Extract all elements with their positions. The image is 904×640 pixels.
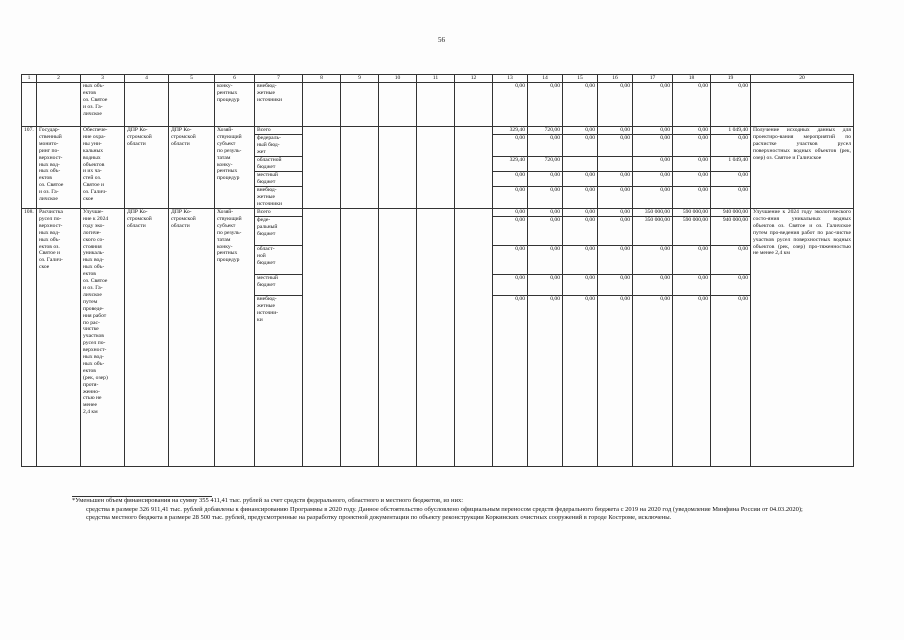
value-cell: 0,00 xyxy=(633,135,672,157)
value-cell: 0,00 xyxy=(673,83,711,127)
value-cell: 0,00 xyxy=(598,209,632,217)
column-number: 8 xyxy=(303,75,341,83)
column-number: 14 xyxy=(528,75,563,83)
responsible-cell: ДПР Ко- стромской области xyxy=(125,209,169,467)
program-table xyxy=(21,74,854,467)
value-cell: 0,00 xyxy=(598,275,632,296)
table-row-107 xyxy=(22,127,854,209)
value-cell: 720,00 xyxy=(528,157,562,172)
value-cell: 0,00 xyxy=(515,187,525,193)
source-federal: феде- ральный бюджет xyxy=(255,217,302,246)
column-number: 20 xyxy=(751,75,854,83)
column-number: 2 xyxy=(37,75,81,83)
value-cell: 350 000,00 xyxy=(633,209,672,217)
value-cell: 0,00 xyxy=(620,187,630,193)
value-cell: 0,00 xyxy=(528,135,562,157)
value-cell: 0,00 xyxy=(598,127,632,135)
column-number: 5 xyxy=(169,75,215,83)
column-number: 13 xyxy=(493,75,528,83)
value-cell: 329,40 xyxy=(493,127,527,135)
footnote-paragraph: средства в размере 326 911,41 тыс. рублей добавлены к финансированию Программы в 2020 году. Данное обстоятельство обусловлено официальным переносом средств федерального бюджета с 2019 на 2020 год (уведомление Минфина России от 04.03.2020); xyxy=(86,505,803,513)
value-cell: 0,00 xyxy=(633,172,672,187)
value-cell: 0,00 xyxy=(528,217,562,246)
source-total: Всего xyxy=(255,209,302,217)
value-cell: 0,00 xyxy=(633,275,672,296)
value-cell: 0,00 xyxy=(738,296,748,302)
column-number: 15 xyxy=(563,75,598,83)
expected-result-cell: Получение исходных данных для проектиро-вания мероприятий по расчистке участков русел поверхностных водных объектов (рек, озер) оз. Святое и Галичское xyxy=(751,127,854,209)
column-number: 12 xyxy=(455,75,493,83)
value-cell: 0,00 xyxy=(660,296,670,302)
value-cell: 0,00 xyxy=(563,83,598,127)
source-total: Всего xyxy=(255,127,302,135)
value-cell: 0,00 xyxy=(563,135,597,157)
value-cell: 0,00 xyxy=(563,275,597,296)
column-number: 9 xyxy=(341,75,379,83)
table-row-108 xyxy=(22,209,854,467)
value-cell: 0,00 xyxy=(528,209,562,217)
source-local: местный бюджет xyxy=(255,275,302,296)
value-cell: 0,00 xyxy=(633,246,672,275)
value-cell: 0,00 xyxy=(493,246,527,275)
column-number: 3 xyxy=(81,75,125,83)
executor-cell: Хозяй- ствующий субъект по резуль- татам конку- рентных процедур xyxy=(215,127,255,209)
value-cell: 590 000,00 xyxy=(673,217,710,246)
value-cell: 0,00 xyxy=(633,127,672,135)
row-number: 108. xyxy=(22,209,37,467)
value-cell: 1 049,40 xyxy=(711,157,750,172)
expected-result-cell: Улучшение к 2024 году экологического состо-яния уникальных водных объектов оз. Святое и оз. Галичское путем про-ведения работ по рас-чистке участков русел поверхностных водных объектов (рек, озер) про-тяженностью не менее 2,4 км xyxy=(751,209,854,467)
column-number: 1 xyxy=(22,75,37,83)
source-extrabudget: внебюд- жетные источники xyxy=(257,187,283,207)
task-cell: ных объ- ектов оз. Святое и оз. Га- личское xyxy=(81,83,125,127)
value-cell: 0,00 xyxy=(598,83,633,127)
event-name-cell: Государ- ственный монито- ринг по- верхност- ных вод- ных объ- ектов оз. Святое и оз. Га- личское xyxy=(37,127,81,209)
value-cell: 0,00 xyxy=(633,83,673,127)
value-cell: 720,00 xyxy=(528,127,562,135)
source-regional: областной бюджет xyxy=(255,157,302,172)
footnote-paragraph: средства местного бюджета в размере 28 500 тыс. рублей, предусмотренные на разработку проектной документации по объекту реконструкции Коркинских очистных сооружений в городе Костроме, исключены. xyxy=(86,514,672,522)
value-cell: 0,00 xyxy=(563,246,597,275)
value-cell xyxy=(563,157,597,172)
column-number: 19 xyxy=(711,75,751,83)
value-cell: 0,00 xyxy=(493,172,527,187)
funding-sources xyxy=(255,127,303,209)
value-cell: 0,00 xyxy=(585,187,595,193)
value-cell: 0,00 xyxy=(698,187,708,193)
task-cell: Обеспече- ние охра- ны уни- кальных водных объектов и их ча- стей оз. Святое и оз. Галич- ское xyxy=(81,127,125,209)
source-local: местный бюджет xyxy=(255,172,302,187)
task-cell: Улучше- ние к 2024 году эко- логиче- ского со- стояния уникаль- ных вод- ных объ- ектов оз. Святое и оз. Га- личское путем проведе- ния работ по рас- чистке участков русел по- верхност- ных вод- ных объ- ектов (рек, озер) протя- женно- стью не менее 2,4 км xyxy=(81,209,125,467)
value-cell: 0,00 xyxy=(493,135,527,157)
value-cell: 0,00 xyxy=(563,217,597,246)
source-federal: федераль- ный бюд- жет xyxy=(255,135,302,157)
value-cell: 0,00 xyxy=(711,172,750,187)
value-cell: 0,00 xyxy=(563,127,597,135)
value-cell: 0,00 xyxy=(711,246,750,275)
column-number: 11 xyxy=(417,75,455,83)
column-number: 18 xyxy=(673,75,711,83)
value-cell: 0,00 xyxy=(563,172,597,187)
value-cell: 0,00 xyxy=(585,296,595,302)
value-cell: 0,00 xyxy=(673,127,710,135)
column-number: 4 xyxy=(125,75,169,83)
funding-sources xyxy=(255,209,303,467)
value-cell: 0,00 xyxy=(673,246,710,275)
value-cell: 0,00 xyxy=(493,209,527,217)
value-cell: 0,00 xyxy=(698,296,708,302)
value-cell: 1 049,40 xyxy=(711,127,750,135)
value-cell: 0,00 xyxy=(598,246,632,275)
row-number: 107. xyxy=(22,127,37,209)
column-number: 10 xyxy=(379,75,417,83)
table-row-continuation xyxy=(22,83,854,127)
value-cell: 0,00 xyxy=(598,172,632,187)
value-cell: 0,00 xyxy=(673,135,710,157)
footnote xyxy=(24,496,834,523)
value-cell: 940 000,00 xyxy=(711,217,750,246)
value-cell: 0,00 xyxy=(711,275,750,296)
executor-cell: Хозяй- ствующий субъект по резуль- татам конку- рентных процедур xyxy=(215,209,255,467)
event-name-cell: Расчистка русел по- верхност- ных вод- ных объ- ектов оз. Святое и оз. Галич- ское xyxy=(37,209,81,467)
value-cell: 0,00 xyxy=(528,172,562,187)
value-cell: 940 000,00 xyxy=(711,209,750,217)
value-cell: 0,00 xyxy=(493,275,527,296)
column-number: 16 xyxy=(598,75,633,83)
source-regional: област- ной бюджет xyxy=(255,246,302,275)
responsible-cell: ДПР Ко- стромской области xyxy=(125,127,169,209)
source-extrabudget: внебюд- жетные источни- ки xyxy=(257,296,279,323)
value-cell: 0,00 xyxy=(493,83,528,127)
value-cell: 350 000,00 xyxy=(633,217,672,246)
footnote-paragraph: *Уменьшен объем финансирования на сумму 355 411,41 тыс. рублей за счет средств федерального, областного и местного бюджетов, из них: xyxy=(72,497,464,504)
value-cell: 0,00 xyxy=(673,275,710,296)
page-number: 56 xyxy=(438,36,445,44)
value-cell: 0,00 xyxy=(550,187,560,193)
column-number: 7 xyxy=(255,75,303,83)
value-cell: 0,00 xyxy=(598,135,632,157)
value-cell: 590 000,00 xyxy=(673,209,710,217)
value-cell: 0,00 xyxy=(673,157,710,172)
value-cell: 0,00 xyxy=(738,187,748,193)
value-cell xyxy=(598,157,632,172)
value-cell: 0,00 xyxy=(493,217,527,246)
value-cell: 0,00 xyxy=(673,172,710,187)
value-cell: 0,00 xyxy=(620,296,630,302)
value-cell: 0,00 xyxy=(711,135,750,157)
value-cell: 0,00 xyxy=(528,83,563,127)
header-row xyxy=(22,75,854,83)
executor-cell: конку- рентных процедур xyxy=(215,83,255,127)
value-cell: 0,00 xyxy=(515,296,525,302)
value-cell: 0,00 xyxy=(528,275,562,296)
value-cell: 0,00 xyxy=(550,296,560,302)
value-cell: 0,00 xyxy=(633,157,672,172)
value-cell: 329,40 xyxy=(493,157,527,172)
source-cell: внебюд- жетные источники xyxy=(255,83,303,127)
column-number: 6 xyxy=(215,75,255,83)
value-cell: 0,00 xyxy=(528,246,562,275)
value-cell: 0,00 xyxy=(711,83,751,127)
coexecutor-cell: ДПР Ко- стромской области xyxy=(169,209,215,467)
coexecutor-cell: ДПР Ко- стромской области xyxy=(169,127,215,209)
value-cell: 0,00 xyxy=(563,209,597,217)
value-cell: 0,00 xyxy=(598,217,632,246)
value-cell: 0,00 xyxy=(660,187,670,193)
column-number: 17 xyxy=(633,75,673,83)
